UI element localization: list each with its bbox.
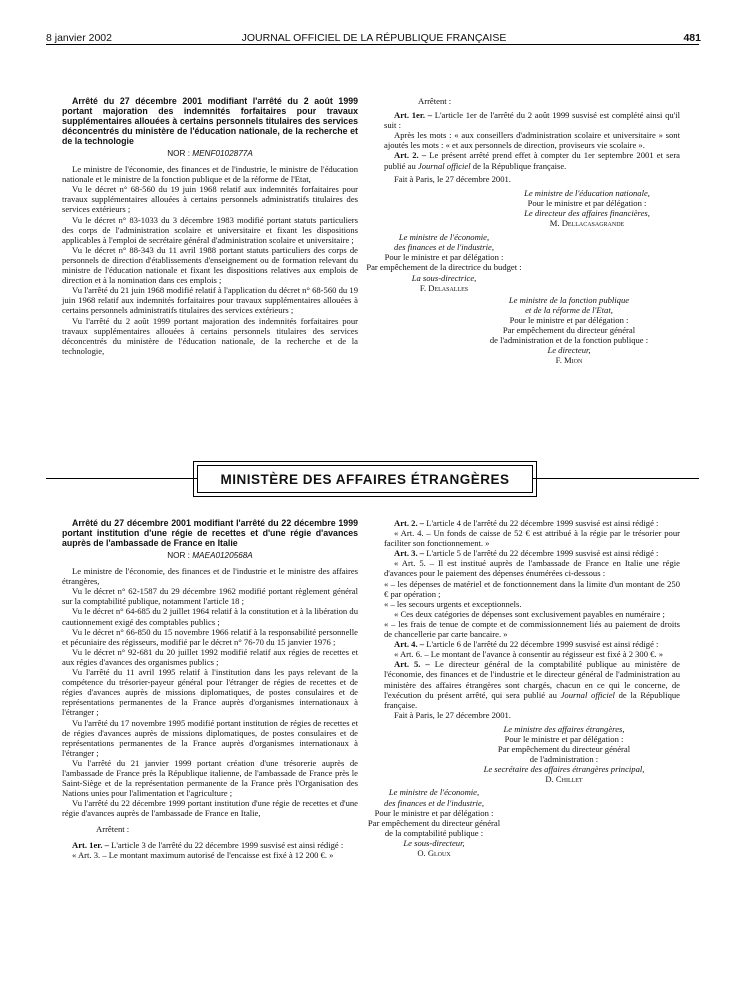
decree2-article-3-item: « – les dépenses de matériel et de fonctionnement dans la limite d'un montant de 250 € par opération ;	[384, 578, 680, 599]
decree2-para: Vu l'arrêté du 21 janvier 1999 portant création d'une trésorerie auprès de l'ambassade de France près la République italienne, de l'ambassade de France près le Saint-Siège et de la représentation permanente de la France près l'Organisation des Nations unies pour l'alimentation et l'agriculture ;	[62, 757, 358, 799]
decree2-preamble	[62, 566, 358, 818]
decree2-para: Vu le décret n° 92-681 du 20 juillet 1992 modifié relatif aux régies de recettes et aux régies d'avances des organismes publics ;	[62, 646, 358, 667]
decree2-para: Le ministre de l'économie, des finances et de l'industrie et le ministre des affaires étrangères,	[62, 566, 358, 587]
decree2-para: Vu le décret n° 64-685 du 2 juillet 1964 relatif à la constitution et à la libération du cautionnement exigé des comptables publics ;	[62, 606, 358, 627]
decree2-arretent: Arrêtent :	[96, 824, 130, 835]
decree2-para: Vu le décret n° 66-850 du 15 novembre 1966 relatif à la responsabilité personnelle et pécuniaire des régisseurs, modifié par le décret n° 76-70 du 15 janvier 1976 ;	[62, 626, 358, 647]
decree1-para: Vu l'arrêté du 21 juin 1968 modifié relatif à l'application du décret n° 68-560 du 19 juin 1968 relatif aux indemnités forfaitaires pour travaux supplémentaires allouées à certains personnels administratifs titulaires des services extérieurs ;	[62, 285, 358, 316]
decree1-para: Vu le décret n° 83-1033 du 3 décembre 1983 modifié portant statuts particuliers des corps de l'administration scolaire et universitaire et fixant les dispositions applicables à l'emploi de secrétaire général d'administration scolaire et universitaire ;	[62, 214, 358, 245]
decree1-signature-civil-service: Le ministre de la fonction publique et de la réforme de l'Etat, Pour le ministre et par délégation : Par empêchement du directeur général de l'administration et de la fonction publique : Le directeur, F. Mion	[489, 294, 649, 366]
decree2-article-3-item: « – les frais de tenue de compte et de commissionnement liés au paiement de droits de chancellerie par carte bancaire. »	[384, 618, 680, 640]
ministry-banner-title: MINISTÈRE DES AFFAIRES ÉTRANGÈRES	[220, 471, 510, 487]
decree2-para: Vu l'arrêté du 11 avril 1995 relatif à l'institution dans les pays relevant de la compétence du trésorier-payeur général pour l'étranger de régies de recettes et de régies d'avances auprès de missions diplomatiques, de postes consulaires et de représentations permanentes de la France auprès d'organismes internationaux à l'étranger ;	[62, 667, 358, 718]
header-journal-title: JOURNAL OFFICIEL DE LA RÉPUBLIQUE FRANÇAISE	[241, 32, 507, 44]
decree2-para: Vu l'arrêté du 22 décembre 1999 portant institution d'une régie de recettes et d'une régie d'avances auprès de l'ambassade de France en Italie,	[62, 798, 358, 819]
decree1-title: Arrêté du 27 décembre 2001 modifiant l'arrêté du 2 août 1999 portant majoration des indemnités forfaitaires pour travaux supplémentaires allouées à certains personnels titulaires des services déconcentrés du ministère de l'éducation nationale, de la recherche et de la technologie	[62, 96, 358, 146]
decree1-article-1-addition: Après les mots : « aux conseillers d'administration scolaire et universitaire » sont ajoutés les mots : « et aux personnels de direction, proviseurs vie scolaire ».	[384, 130, 680, 151]
decree1-para: Vu l'arrêté du 2 août 1999 portant majoration des indemnités forfaitaires pour travaux supplémentaires allouées à certains personnels titulaires des services déconcentrés du ministère de l'éducation nationale, de la recherche et de la technologie,	[62, 315, 358, 356]
ministry-banner	[197, 465, 533, 493]
decree2-article-3-item: « – les secours urgents et exceptionnels.	[384, 598, 522, 609]
decree1-nor: NOR : MENF0102877A	[167, 149, 253, 158]
decree1-right-column	[366, 96, 680, 366]
decree1-para: Le ministre de l'économie, des finances et de l'industrie, le ministre de l'éducation nationale et le ministre de la fonction publique et de la réforme de l'Etat,	[62, 164, 358, 185]
decree2-fait: Fait à Paris, le 27 décembre 2001.	[394, 709, 511, 720]
decree2-article-4: Art. 4. – L'article 6 de l'arrêté du 22 décembre 1999 susvisé est ainsi rédigé :	[394, 639, 659, 650]
page-header	[0, 18, 748, 44]
decree2-signature-economy: Le ministre de l'économie, des finances et de l'industrie, Pour le ministre et par délégation : Par empêchement du directeur général de la comptabilité publique : Le sous-directeur, O. Gloux	[367, 787, 501, 858]
decree2-article-5: Art. 5. – Le directeur général de la comptabilité publique au ministère de l'économie, des finances et de l'industrie et le directeur général de l'administration au ministère des affaires étrangères sont chargés, chacun en ce qui le concerne, de l'exécution du présent arrêté, qui sera publié au Journal officiel de la République française.	[384, 659, 680, 710]
header-date: 8 janvier 2002	[46, 32, 112, 44]
decree1-article-2: Art. 2. – Le présent arrêté prend effet à compter du 1er septembre 2001 et sera publié au Journal officiel de la République française.	[384, 150, 680, 171]
decree2-para: Vu l'arrêté du 17 novembre 1995 modifié portant institution de régies de recettes et de régies d'avances auprès de missions diplomatiques, de postes consulaires et de représentations permanentes de la France auprès d'organismes internationaux à l'étranger ;	[62, 717, 358, 758]
decree2-article-3-item: « Ces deux catégories de dépenses sont exclusivement payables en numéraire ;	[394, 608, 665, 619]
decree2-article-1: Art. 1er. – L'article 3 de l'arrêté du 22 décembre 1999 susvisé est ainsi rédigé :	[72, 839, 344, 850]
decree2-article-4-quote: « Art. 6. – Le montant de l'avance à consentir au régisseur est fixé à 2 300 €. »	[394, 649, 664, 660]
decree1-para: Vu le décret n° 68-560 du 19 juin 1968 relatif aux indemnités forfaitaires pour travaux supplémentaires allouées à certains personnels administratifs titulaires des services extérieurs ;	[62, 184, 358, 215]
decree2-signature-foreign-affairs: Le ministre des affaires étrangères, Pour le ministre et par délégation : Par empêchement du directeur général de l'administration : Le secrétaire des affaires étrangères principal, D. Chillet	[483, 723, 645, 785]
decree2-left-column	[62, 518, 358, 860]
decree1-left-column	[62, 96, 358, 356]
decree2-article-1-quote: « Art. 3. – Le montant maximum autorisé de l'encaisse est fixé à 12 200 €. »	[72, 849, 334, 860]
decree1-preamble	[62, 164, 358, 356]
decree2-nor: NOR : MAEA0120568A	[167, 551, 253, 560]
header-page-number: 481	[683, 32, 701, 44]
decree2-title: Arrêté du 27 décembre 2001 modifiant l'arrêté du 22 décembre 1999 portant institution d'une régie de recettes et d'une régie d'avances auprès de l'ambassade de France en Italie	[62, 518, 358, 548]
decree1-fait: Fait à Paris, le 27 décembre 2001.	[394, 173, 511, 184]
decree1-signature-economy: Le ministre de l'économie, des finances et de l'industrie, Pour le ministre et par délégation : Par empêchement de la directrice du budget : La sous-directrice, F. Delasalles	[366, 232, 522, 293]
decree2-article-3: Art. 3. – L'article 5 de l'arrêté du 22 décembre 1999 susvisé est ainsi rédigé :	[394, 548, 659, 559]
decree2-article-2: Art. 2. – L'article 4 de l'arrêté du 22 décembre 1999 susvisé est ainsi rédigé :	[394, 518, 659, 528]
decree2-para: Vu le décret n° 62-1587 du 29 décembre 1962 modifié portant règlement général sur la comptabilité publique, notamment l'article 18 ;	[62, 586, 358, 607]
decree1-arretent: Arrêtent :	[418, 96, 452, 106]
decree2-right-column	[367, 518, 680, 858]
decree2-article-2-quote: « Art. 4. – Un fonds de caisse de 52 € est attribué à la régie par le trésorier pour faciliter son fonctionnement. »	[384, 528, 680, 549]
decree2-article-3-quote: « Art. 5. – Il est institué auprès de l'ambassade de France en Italie une régie d'avances pour le paiement des dépenses énumérées ci-dessous :	[384, 558, 680, 579]
header-rule	[46, 44, 699, 45]
decree1-article-1: Art. 1er. – L'article 1er de l'arrêté du 2 août 1999 susvisé est complété ainsi qu'il suit :	[384, 110, 680, 131]
decree1-para: Vu le décret n° 88-343 du 11 avril 1988 portant statuts particuliers des corps de personnels de direction d'établissements d'enseignement ou de formation relevant du ministre de l'éducation nationale et fixant les dispositions relatives aux emplois de direction et à la nomination dans ces emplois ;	[62, 244, 358, 286]
decree1-signature-education: Le ministre de l'éducation nationale, Pour le ministre et par délégation : Le directeur des affaires financières, M. Dellacasagrande	[524, 187, 650, 229]
